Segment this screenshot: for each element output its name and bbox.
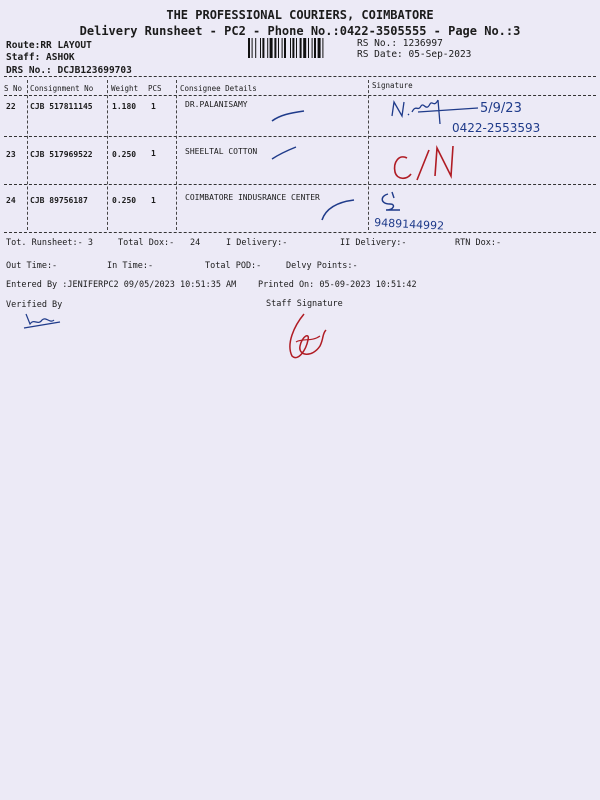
- row-rule: [4, 136, 596, 137]
- barcode-bar: [260, 38, 261, 58]
- row-consignee: COIMBATORE INDUSRANCE CENTER: [185, 193, 320, 202]
- rs-date: RS Date: 05-Sep-2023: [357, 49, 472, 60]
- barcode-bar: [252, 38, 253, 58]
- row-weight: 1.180: [112, 102, 137, 111]
- row-sno: 22: [6, 102, 16, 111]
- staff-signature-label: Staff Signature: [266, 299, 343, 309]
- row-weight: 0.250: [112, 196, 137, 205]
- col-divider: [176, 80, 177, 230]
- col-header-signature: Signature: [372, 81, 413, 90]
- in-time: In Time:-: [107, 261, 154, 271]
- col-divider: [107, 80, 108, 230]
- rtn-dox: RTN Dox:-: [455, 238, 502, 248]
- row-pcs: 1: [151, 102, 156, 111]
- col-divider: [368, 80, 369, 230]
- row-pcs: 1: [151, 196, 156, 205]
- row-consignment: CJB 89756187: [30, 196, 88, 205]
- signature-phone: 0422-2553593: [452, 121, 541, 135]
- tick-mark: [320, 198, 360, 228]
- table-top-rule: [4, 76, 596, 77]
- route-label: [6, 40, 92, 51]
- tick-mark: [270, 145, 300, 165]
- barcode-bar: [282, 38, 283, 58]
- route-label-text: Route:: [6, 40, 41, 51]
- barcode-bar: [314, 38, 316, 58]
- total-dox-value: 24: [190, 238, 201, 248]
- col-header-weight: Weight: [111, 84, 139, 93]
- barcode-bar: [290, 38, 291, 58]
- barcode-bar: [255, 38, 256, 58]
- barcode-bar: [308, 38, 309, 58]
- runsheet-subtitle: Delivery Runsheet - PC2 - Phone No.:0422-3505555 - Page No.:3: [79, 24, 521, 38]
- rs-number: RS No.: 1236997: [357, 38, 443, 49]
- row-consignee: SHEELTAL COTTON: [185, 147, 258, 156]
- col-header-consignee: Consignee Details: [180, 84, 257, 93]
- out-time: Out Time:-: [6, 261, 58, 271]
- col-divider: [27, 80, 28, 230]
- col-header-consignment: Consignment No: [30, 84, 94, 93]
- signature-date: 5/9/23: [480, 101, 522, 116]
- signature-row-23: [385, 140, 465, 184]
- tick-mark: [270, 105, 310, 125]
- row-consignment: CJB 517969522: [30, 150, 93, 159]
- staff-name: Staff: ASHOK: [6, 52, 75, 63]
- barcode-bar: [267, 38, 268, 58]
- barcode-bar: [248, 38, 250, 58]
- barcode-bar: [278, 38, 279, 58]
- verified-by-label: Verified By: [6, 300, 63, 310]
- barcode-bar: [318, 38, 321, 58]
- barcode-bar: [322, 38, 323, 58]
- verified-signature: [20, 310, 70, 332]
- row-consignment: CJB 517811145: [30, 102, 93, 111]
- row-rule: [4, 184, 596, 185]
- col-header-sno: S No: [4, 84, 23, 93]
- i-delivery: I Delivery:-: [226, 238, 288, 248]
- barcode-bar: [270, 38, 273, 58]
- col-header-pcs: PCS: [148, 84, 162, 93]
- total-dox-label: Total Dox:-: [118, 238, 175, 248]
- total-runsheet: Tot. Runsheet:- 3: [6, 238, 93, 248]
- total-pod: Total POD:-: [205, 261, 262, 271]
- signature-row-24: [370, 188, 510, 232]
- company-title: THE PROFESSIONAL COURIERS, COIMBATORE: [166, 8, 434, 22]
- barcode-bar: [284, 38, 286, 58]
- barcode-bar: [262, 38, 264, 58]
- table-bottom-rule: [4, 232, 596, 233]
- signature-phone: 9489144992: [373, 216, 445, 233]
- entered-by: Entered By :JENIFERPC2 09/05/2023 10:51:35 AM: [6, 280, 237, 290]
- barcode-bar: [312, 38, 313, 58]
- barcode-image: [248, 38, 356, 58]
- row-sno: 24: [6, 196, 16, 205]
- row-consignee: DR.PALANISAMY: [185, 100, 248, 109]
- signature-row-22: [388, 94, 596, 136]
- staff-signature: [282, 312, 332, 364]
- row-pcs: 1: [151, 149, 156, 158]
- row-weight: 0.250: [112, 150, 137, 159]
- barcode-bar: [292, 38, 294, 58]
- drs-number: DRS No.: DCJB123699703: [6, 65, 132, 76]
- barcode-bar: [303, 38, 306, 58]
- route-value: RR LAYOUT: [40, 40, 92, 51]
- barcode-bar: [300, 38, 302, 58]
- row-sno: 23: [6, 150, 16, 159]
- barcode-bar: [274, 38, 276, 58]
- barcode-bar: [296, 38, 297, 58]
- printed-on: Printed On: 05-09-2023 10:51:42: [258, 280, 417, 290]
- ii-delivery: II Delivery:-: [340, 238, 407, 248]
- delvy-points: Delvy Points:-: [286, 261, 358, 271]
